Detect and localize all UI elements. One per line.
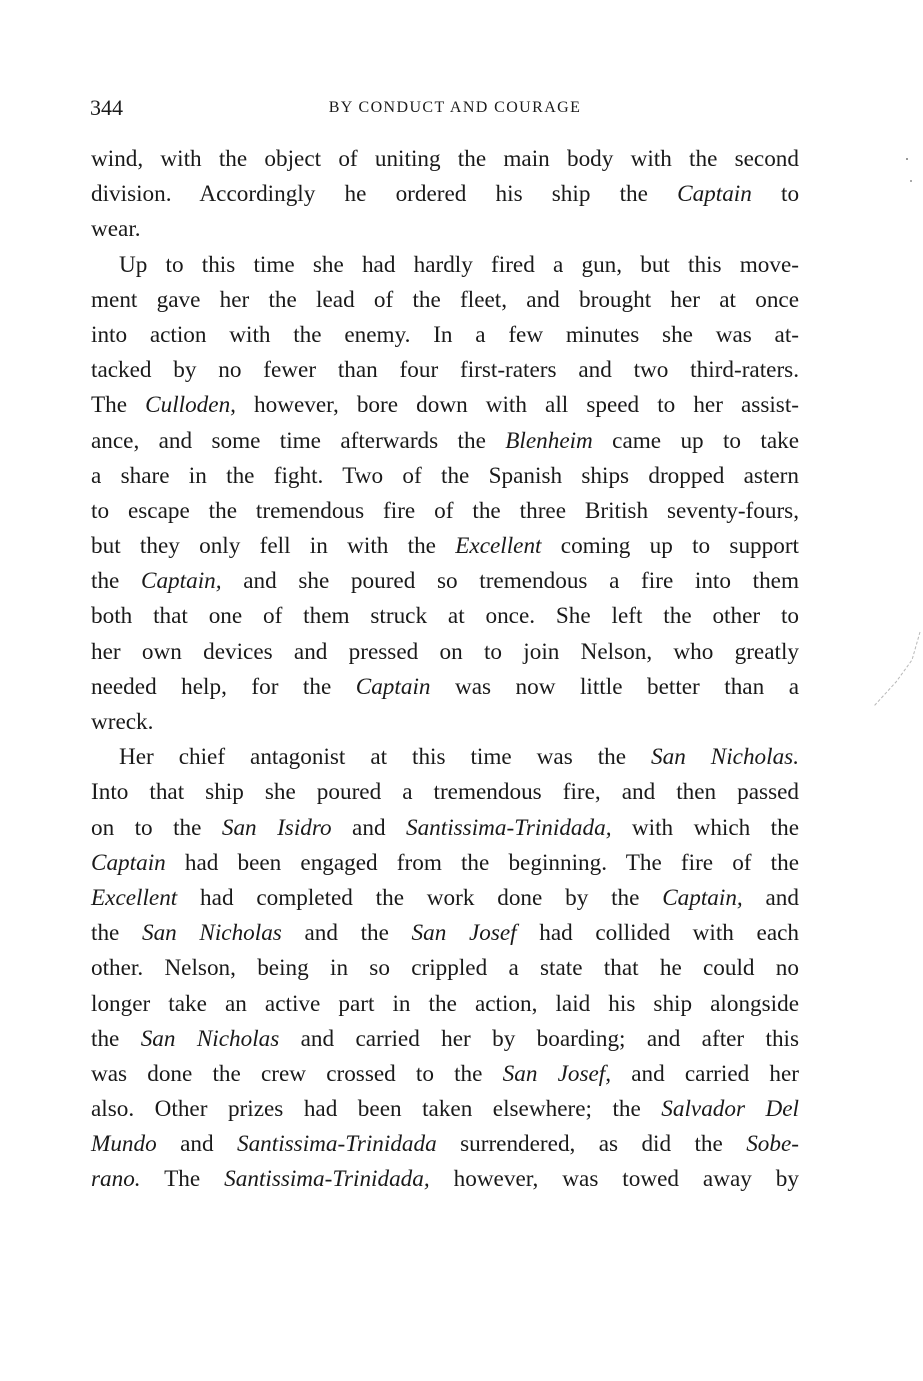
text-line: Captain had been engaged from the beginning. The fire of the [91,849,799,876]
text-line: Into that ship she poured a tremendous fire, and then passed [91,779,799,806]
text-line: needed help, for the Captain was now little better than a [91,673,799,700]
page-header [90,95,800,129]
body-text [91,142,799,1198]
text-line: tacked by no fewer than four first-raters and two third-raters. [91,357,799,384]
margin-pencil-mark [868,630,923,710]
text-line: Up to this time she had hardly fired a gun, but this move- [119,251,799,278]
text-line: the San Nicholas and carried her by boarding; and after this [91,1025,799,1052]
text-line: on to the San Isidro and Santissima-Trinidada, with which the [91,814,800,841]
text-line: wear. [91,216,141,243]
scan-speck [906,158,908,160]
text-line: rano. The Santissima-Trinidada, however, was towed away by [91,1166,799,1193]
text-line: a share in the fight. Two of the Spanish ships dropped astern [91,462,799,489]
text-line: was done the crew crossed to the San Josef, and carried her [91,1060,799,1087]
text-line: longer take an active part in the action, laid his ship alongside [91,990,799,1017]
text-line: ance, and some time afterwards the Blenheim came up to take [91,427,799,454]
running-title: BY CONDUCT AND COURAGE [328,99,582,116]
text-line: wind, with the object of uniting the main body with the second [91,146,799,172]
text-line: her own devices and pressed on to join Nelson, who greatly [91,638,799,665]
text-line: the San Nicholas and the San Josef had collided with each [91,920,799,947]
text-line: to escape the tremendous fire of the three British seventy-fours, [91,497,799,524]
text-line: ment gave her the lead of the fleet, and brought her at once [91,286,799,313]
text-line: Excellent had completed the work done by the Captain, and [91,884,799,911]
text-line: wreck. [91,709,154,735]
text-line: division. Accordingly he ordered his ship the Captain to [91,181,800,208]
text-line: Mundo and Santissima-Trinidada surrendered, as did the Sobe- [91,1131,799,1158]
text-line: also. Other prizes had been taken elsewhere; the Salvador Del [91,1096,799,1123]
text-line: but they only fell in with the Excellent coming up to support [91,533,799,560]
scan-speck [910,180,912,182]
text-line: both that one of them struck at once. She left the other to [91,603,799,630]
page-number: 344 [90,95,123,120]
text-line: other. Nelson, being in so crippled a state that he could no [91,955,799,982]
text-line: into action with the enemy. In a few minutes she was at- [91,321,799,348]
text-line: The Culloden, however, bore down with all speed to her assist- [91,392,799,419]
text-line: the Captain, and she poured so tremendous a fire into them [91,568,800,595]
text-line: Her chief antagonist at this time was the San Nicholas. [119,744,799,771]
